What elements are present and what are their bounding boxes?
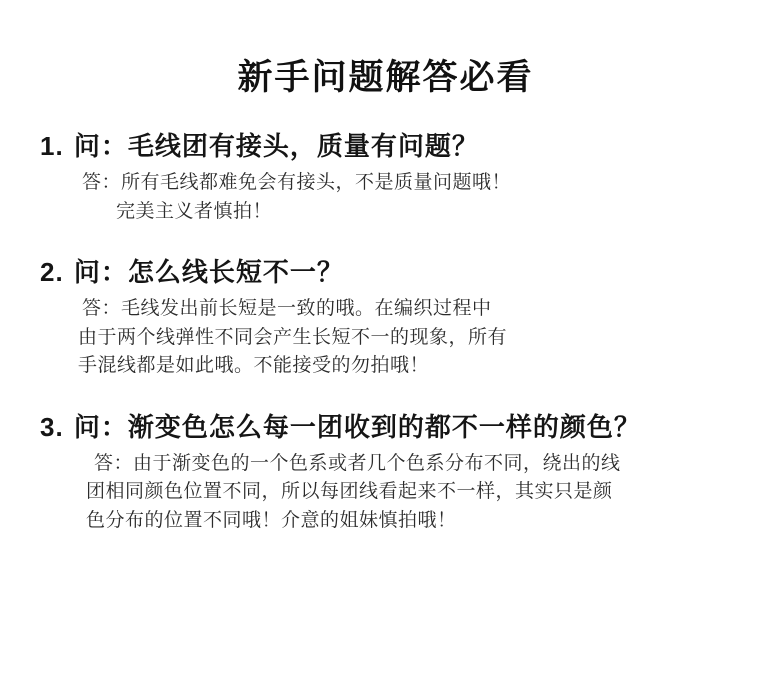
answer-2-line-1: 答：毛线发出前长短是一致的哦。在编织过程中 xyxy=(82,298,492,319)
answer-3-line-3: 色分布的位置不同哦！介意的姐妹慎拍哦！ xyxy=(86,509,457,531)
bottom-spacer xyxy=(30,545,741,585)
answer-2-line-2: 由于两个线弹性不同会产生长短不一的现象，所有 xyxy=(78,326,508,348)
question-1-text: 问：毛线团有接头，质量有问题？ xyxy=(73,131,479,161)
answer-2-line-3: 手混线都是如此哦。不能接受的勿拍哦！ xyxy=(78,355,430,376)
answer-1-line-1: 答：所有毛线都难免会有接头，不是质量问题哦！ xyxy=(82,172,512,193)
qa-item-1 xyxy=(30,126,741,226)
answer-3 xyxy=(86,450,741,536)
qa-item-2 xyxy=(30,252,741,381)
question-2-number: 2. xyxy=(40,257,64,287)
question-3 xyxy=(40,407,741,444)
question-1-number: 1. xyxy=(40,131,64,161)
question-3-number: 3. xyxy=(40,411,64,442)
answer-1-line-2: 完美主义者慎拍！ xyxy=(116,200,273,222)
question-3-text: 问：渐变色怎么每一团收到的都不一样的颜色？ xyxy=(73,411,641,442)
page-title: 新手问题解答必看 xyxy=(237,58,534,97)
qa-item-3 xyxy=(30,407,741,536)
question-2-text: 问：怎么线长短不一？ xyxy=(73,257,344,287)
answer-3-line-1: 答：由于渐变色的一个色系或者几个色系分布不同，绕出的线 xyxy=(94,452,621,474)
answer-1 xyxy=(82,169,741,226)
answer-2 xyxy=(78,295,741,381)
answer-3-line-2: 团相同颜色位置不同，所以每团线看起来不一样，其实只是颜 xyxy=(86,481,613,502)
question-1 xyxy=(40,126,741,163)
question-2 xyxy=(40,252,741,289)
